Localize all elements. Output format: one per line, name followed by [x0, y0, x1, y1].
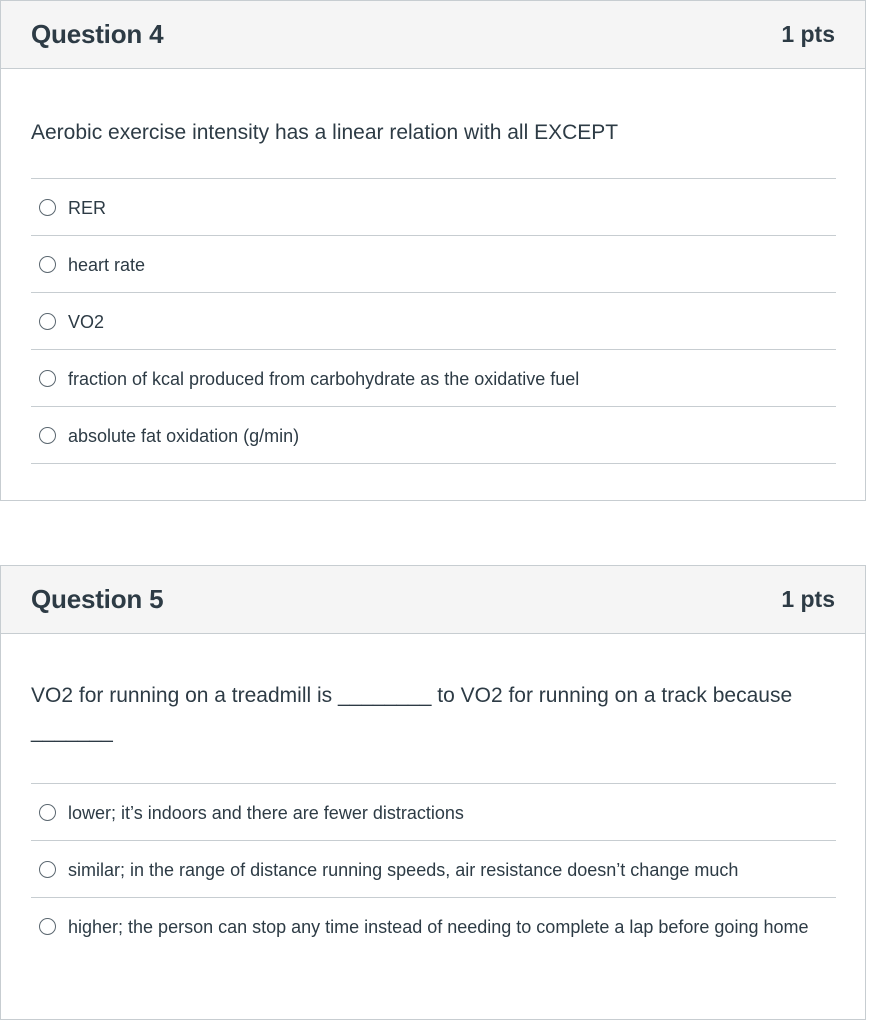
answer-list — [31, 178, 836, 464]
answer-option[interactable] — [31, 350, 836, 407]
radio-button[interactable] — [39, 370, 56, 387]
answer-label[interactable]: absolute fat oxidation (g/min) — [68, 426, 300, 446]
question-header — [1, 1, 865, 69]
answer-option[interactable] — [31, 236, 836, 293]
radio-button[interactable] — [39, 313, 56, 330]
answer-label[interactable]: fraction of kcal produced from carbohydrate as the oxidative fuel — [68, 369, 580, 389]
answer-label[interactable]: higher; the person can stop any time instead of needing to complete a lap before going home — [68, 917, 809, 937]
question-4-card — [0, 0, 866, 501]
question-text: VO2 for running on a treadmill is ________ to VO2 for running on a track because _______ — [31, 684, 793, 743]
answer-option[interactable] — [31, 898, 836, 954]
question-points: 1 pts — [781, 21, 835, 47]
answer-list — [31, 783, 836, 954]
answer-option[interactable] — [31, 179, 836, 236]
question-header — [1, 566, 865, 634]
answer-label[interactable]: RER — [68, 198, 107, 218]
answer-label[interactable]: VO2 — [68, 312, 105, 332]
radio-button[interactable] — [39, 427, 56, 444]
answer-option[interactable] — [31, 784, 836, 841]
answer-label[interactable]: similar; in the range of distance running speeds, air resistance doesn’t change much — [68, 860, 739, 880]
radio-button[interactable] — [39, 256, 56, 273]
answer-label[interactable]: heart rate — [68, 255, 146, 275]
question-title: Question 4 — [31, 19, 164, 49]
radio-button[interactable] — [39, 861, 56, 878]
radio-button[interactable] — [39, 804, 56, 821]
radio-button[interactable] — [39, 918, 56, 935]
question-title: Question 5 — [31, 584, 164, 614]
answer-label[interactable]: lower; it’s indoors and there are fewer distractions — [68, 803, 464, 823]
radio-button[interactable] — [39, 199, 56, 216]
answer-option[interactable] — [31, 407, 836, 464]
question-body — [1, 115, 865, 464]
answer-option[interactable] — [31, 293, 836, 350]
question-body — [1, 678, 865, 954]
question-points: 1 pts — [781, 586, 835, 612]
question-text: Aerobic exercise intensity has a linear relation with all EXCEPT — [31, 121, 619, 144]
question-5-card — [0, 565, 866, 1020]
answer-option[interactable] — [31, 841, 836, 898]
